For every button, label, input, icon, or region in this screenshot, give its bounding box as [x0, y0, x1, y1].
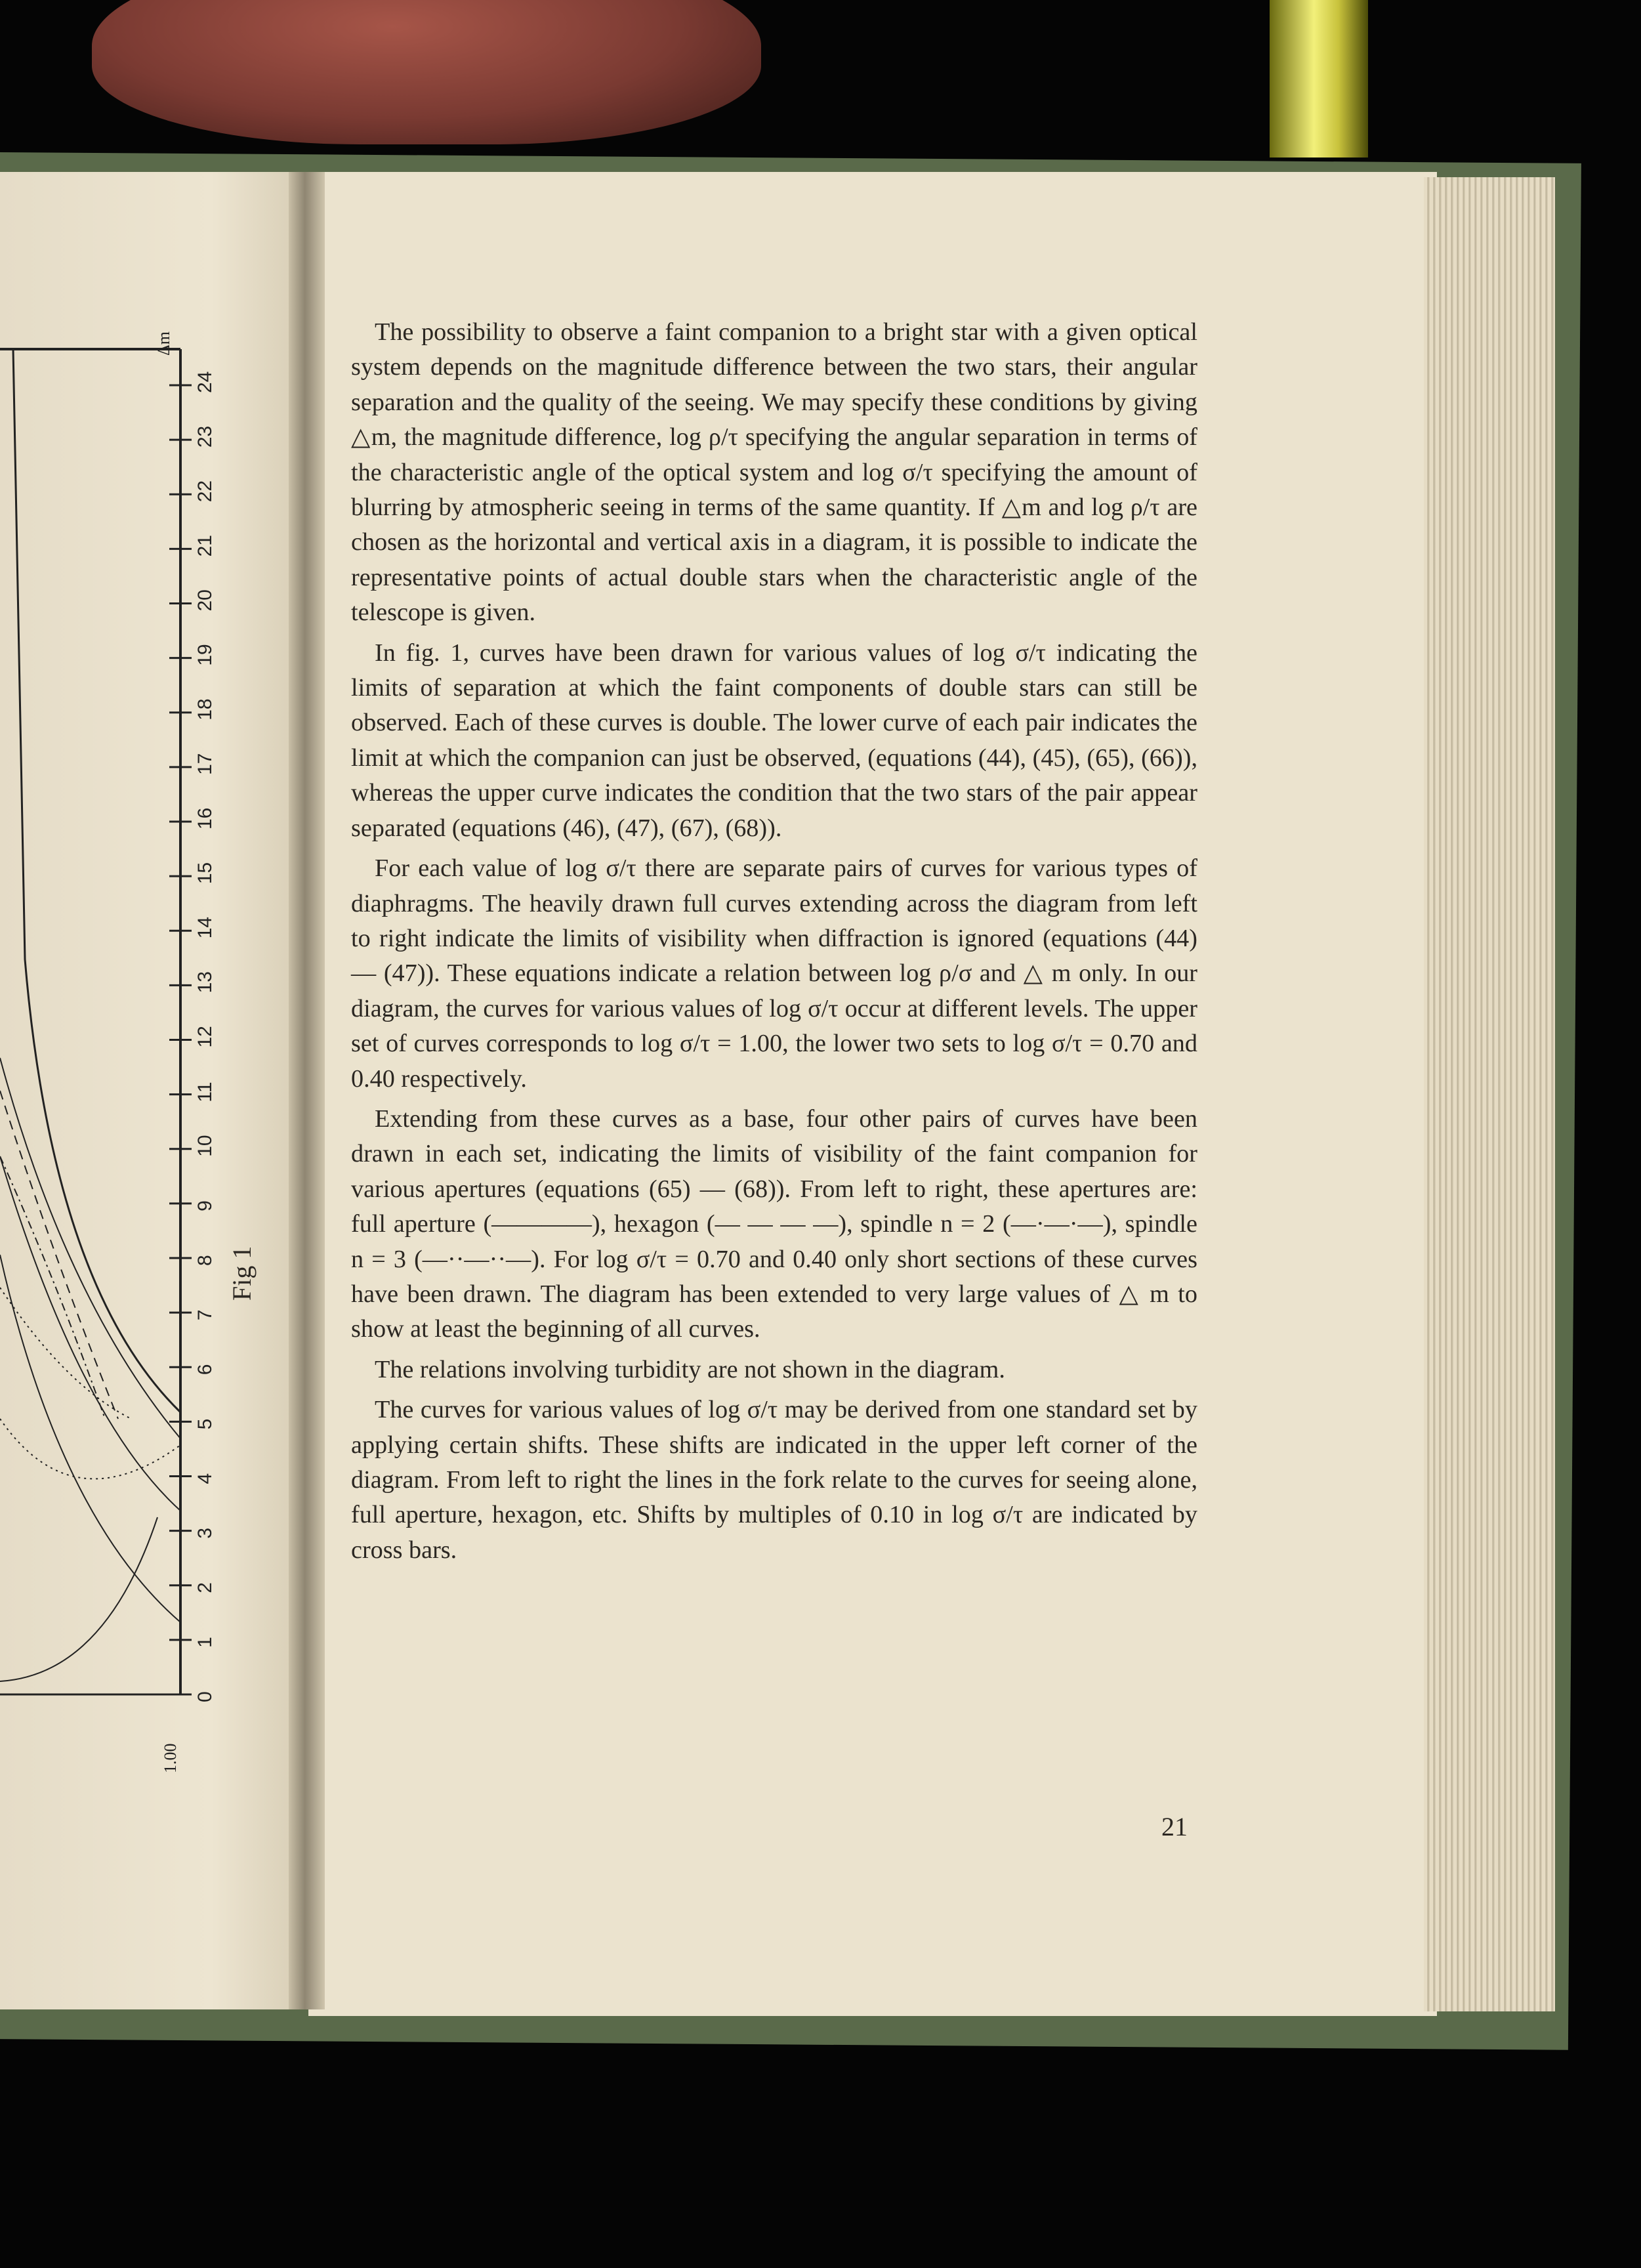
paragraph: The relations involving turbidity are not shown in the diagram. [375, 1355, 1005, 1383]
paragraph: The curves for various values of log σ/τ may be derived from one standard set by applying certain shifts. These shifts are indicated in the upper left corner of the diagram. From left to right the lines in the fork relate to the curves for seeing alone, full aperture, hexagon, etc. Shifts by multiples of 0.10 in log σ/τ are indicated by cross bars. [351, 1396, 1197, 1564]
curve-lowest-set [0, 1255, 180, 1622]
curve-dotted-lower [0, 1419, 180, 1479]
axis-tick-label: 16 [194, 807, 216, 830]
curve-hexagon [0, 1091, 118, 1419]
axis-tick-label: 3 [194, 1527, 216, 1539]
axis-tick-label: 5 [194, 1418, 216, 1430]
axis-tick-label: 2 [194, 1582, 216, 1593]
axis-tick-label: 17 [194, 753, 216, 775]
axis-tick-label: 9 [194, 1200, 216, 1211]
curve-lower-set [0, 1156, 180, 1511]
axis-tick-label: 13 [194, 971, 216, 994]
axis-tick-label: 6 [194, 1364, 216, 1376]
curve-seeing-upper [13, 349, 180, 1412]
page-number: 21 [1161, 1812, 1188, 1841]
axis-tick-label: 20 [194, 589, 216, 612]
finger-holding-book [92, 0, 761, 144]
background-light [1270, 0, 1368, 158]
figure-1-diagram [0, 172, 308, 2009]
axis-tick-label: 22 [194, 480, 216, 503]
axis-tick-label: 24 [194, 371, 216, 393]
book-gutter [289, 172, 325, 2009]
axis-tick-label: 11 [194, 1082, 216, 1102]
page-edges [1424, 177, 1555, 2011]
axis-tick-label: 18 [194, 698, 216, 721]
curve-spindle-3 [0, 1288, 131, 1419]
curve-base [0, 1517, 157, 1681]
paragraph: Extending from these curves as a base, four other pairs of curves have been drawn in each set, indicating the limits of visibility of the faint companion for various apertures (equations (65) — (68)). From left to right, these apertures are: full aperture (————), hexagon (— — — —), spindle n = 2 (—·—·—), spindle n = 3 (—··—··—). For log σ/τ = 0.70 and 0.40 only short sections of these curves have been drawn. The diagram has been extended to very large values of △ m to show at least the beginning of all curves. [351, 1104, 1197, 1343]
axis-tick-label: 1 [194, 1637, 216, 1648]
axis-tick-label: 14 [194, 916, 216, 939]
paragraph: For each value of log σ/τ there are separate pairs of curves for various types of diaphragms. The heavily drawn full curves extending across the diagram from left to right indicate the limits of visibility when diffraction is ignored (equations (44) — (47)). These equations indicate a relation between log ρ/σ and △ m only. In our diagram, the curves for various values of log σ/τ occur at different levels. The upper set of curves corresponds to log σ/τ = 1.00, the lower two sets to log σ/τ = 0.70 and 0.40 respectively. [351, 854, 1197, 1093]
axis-tick-label: 15 [194, 862, 216, 885]
axis-tick-label: 19 [194, 644, 216, 666]
paragraph: In fig. 1, curves have been drawn for various values of log σ/τ indicating the limits of separation at which the faint components of double stars can still be observed. Each of these curves is double. The lower curve of each pair indicates the limit at which the companion can just be observed, (equations (44), (45), (65), (66)), whereas the upper curve indicates the condition that the two stars of the pair appear separated (equations (46), (47), (67), (68)). [351, 639, 1197, 842]
axis-tick-label: 8 [194, 1255, 216, 1266]
axis-tick-label: 23 [194, 425, 216, 448]
y-start-label: 1.00 [161, 1743, 180, 1773]
axis-tick-label: 7 [194, 1309, 216, 1321]
fig-label: Fig 1 [227, 1246, 257, 1301]
body-text [351, 315, 1197, 1573]
axis-tick-label: 21 [194, 535, 216, 557]
axis-tick-label: 10 [194, 1135, 216, 1157]
axis-tick-label: 0 [194, 1691, 216, 1702]
axis-label: Δm [154, 331, 173, 356]
axis-tick-label: 4 [194, 1473, 216, 1484]
paragraph: The possibility to observe a faint companion to a bright star with a given optical system depends on the magnitude difference between the two stars, their angular separation and the quality of the seeing. We may specify these conditions by giving △m, the magnitude difference, log ρ/τ specifying the angular separation in terms of the characteristic angle of the optical system and log σ/τ specifying the amount of blurring by atmospheric seeing in terms of the same quantity. If △m and log ρ/τ are chosen as the horizontal and vertical axis in a diagram, it is possible to indicate the representative points of actual double stars when the characteristic angle of the telescope is given. [351, 318, 1197, 627]
axis-tick-label: 12 [194, 1026, 216, 1048]
axis-tick-labels [194, 371, 216, 1702]
curve-spindle-2 [0, 1156, 105, 1419]
